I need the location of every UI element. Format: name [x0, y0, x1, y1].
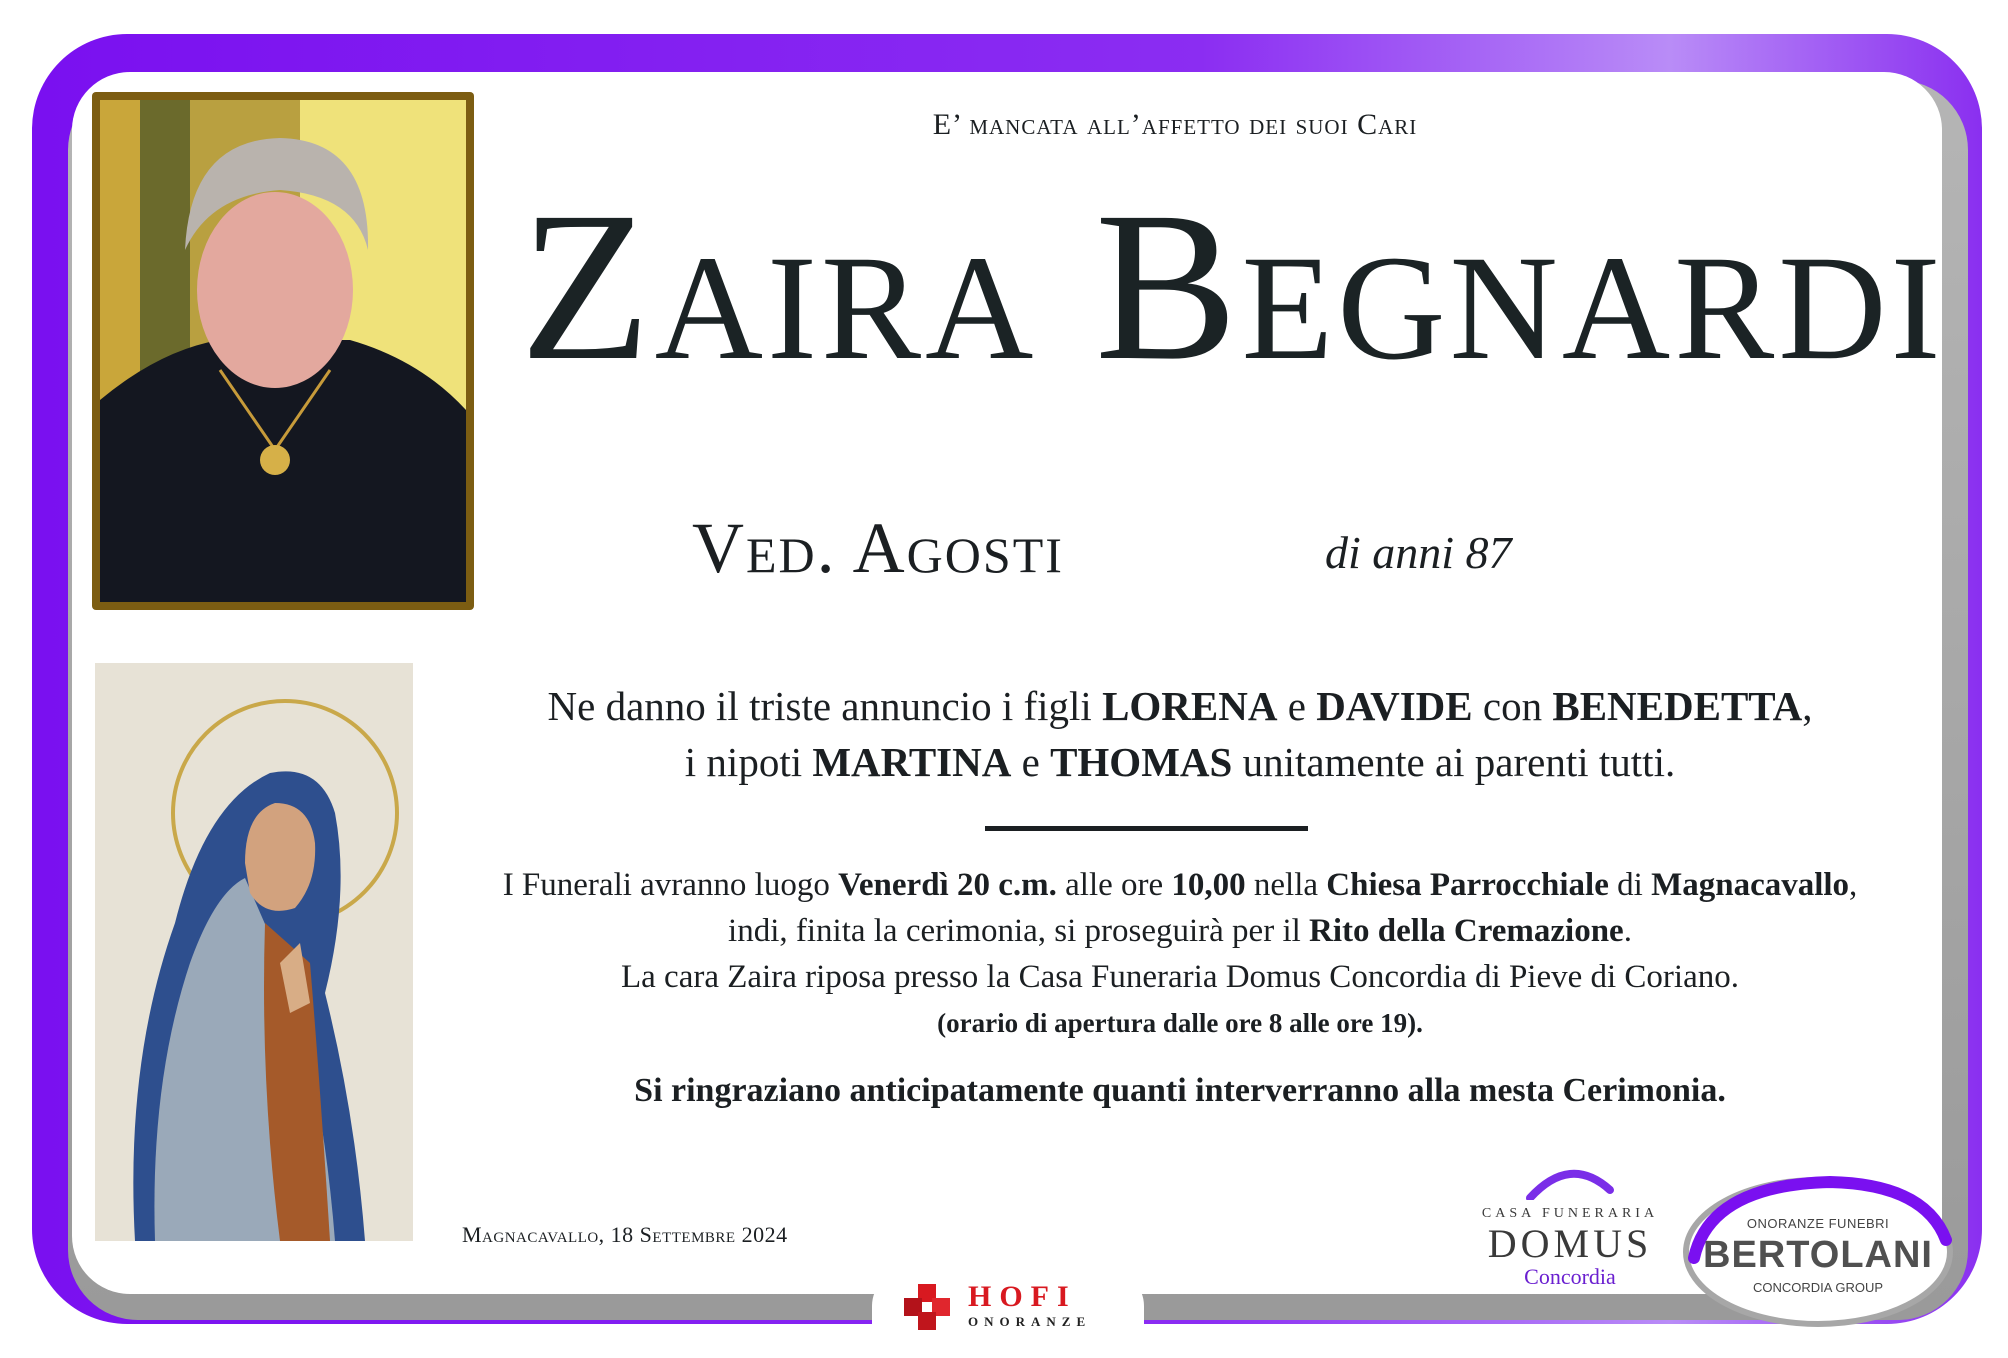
funeral-opening-hours: (orario di apertura dalle ore 8 alle ore 19). — [937, 1008, 1423, 1038]
domus-logo-sub: Concordia — [1524, 1264, 1616, 1289]
hofi-logo-sub: ONORANZE — [968, 1314, 1092, 1329]
bold-text-run: MARTINA — [812, 739, 1012, 785]
funeral-details — [430, 862, 1930, 1046]
text-run: e — [1277, 683, 1317, 729]
funeral-line-1 — [430, 862, 1930, 908]
bertolani-logo-sub: CONCORDIA GROUP — [1752, 1280, 1883, 1295]
domus-arc-icon — [1525, 1160, 1615, 1200]
announcement-line-2 — [430, 734, 1930, 790]
deceased-name: Zaira Begnardi — [520, 168, 1945, 405]
deceased-portrait-photo — [92, 92, 474, 610]
text-run: Ne danno il triste annuncio i figli — [547, 683, 1103, 729]
text-run: con — [1472, 683, 1553, 729]
announcement-text — [430, 678, 1930, 790]
text-run: , — [1849, 867, 1858, 903]
text-run: I Funerali avranno luogo — [502, 867, 839, 903]
hofi-cubes-icon — [902, 1282, 954, 1334]
text-run: i nipoti — [684, 739, 813, 785]
announcement-line-1 — [430, 678, 1930, 734]
text-run: e — [1011, 739, 1051, 785]
intro-line: E’ mancata all’affetto dei suoi Cari — [932, 108, 1418, 141]
bold-text-run: BENEDETTA — [1552, 683, 1803, 729]
hofi-logo-main: HOFI — [968, 1280, 1077, 1313]
deceased-age: di anni 87 — [1325, 527, 1512, 578]
text-run: nella — [1245, 867, 1327, 903]
domus-logo-top: CASA FUNERARIA — [1481, 1206, 1659, 1221]
bold-text-run: Rito della Cremazione — [1309, 913, 1624, 949]
bold-text-run: Magnacavallo — [1651, 867, 1850, 903]
place-and-date: Magnacavallo, 18 Settembre 2024 — [462, 1222, 788, 1247]
bold-text-run: Venerdì 20 c.m. — [838, 867, 1057, 903]
bertolani-logo-main: BERTOLANI — [1703, 1234, 1933, 1276]
thanks-line: Si ringraziano anticipatamente quanti interverranno alla mesta Cerimonia. — [634, 1072, 1726, 1109]
divider-line — [985, 826, 1308, 831]
deceased-subname: Ved. Agosti — [692, 508, 1064, 588]
bold-text-run: Chiesa Parrocchiale — [1326, 867, 1609, 903]
funeral-line-3: La cara Zaira riposa presso la Casa Funeraria Domus Concordia di Pieve di Coriano. — [621, 959, 1739, 995]
text-run: . — [1623, 913, 1632, 949]
bold-text-run: LORENA — [1102, 683, 1278, 729]
domus-logo — [1470, 1160, 1670, 1290]
text-run: , — [1802, 683, 1813, 729]
bold-text-run: THOMAS — [1050, 739, 1233, 785]
text-run: alle ore — [1056, 867, 1172, 903]
madonna-mosaic-image — [95, 663, 413, 1241]
text-run: di — [1608, 867, 1652, 903]
bertolani-logo — [1680, 1170, 1956, 1328]
funeral-line-2 — [430, 908, 1930, 954]
text-run: unitamente ai parenti tutti. — [1232, 739, 1676, 785]
bold-text-run: DAVIDE — [1316, 683, 1473, 729]
hofi-logo — [872, 1270, 1144, 1340]
bertolani-logo-top: ONORANZE FUNEBRI — [1746, 1216, 1890, 1231]
domus-logo-main: DOMUS — [1487, 1221, 1653, 1266]
text-run: indi, finita la cerimonia, si proseguirà per il — [728, 913, 1310, 949]
bold-text-run: 10,00 — [1171, 867, 1246, 903]
